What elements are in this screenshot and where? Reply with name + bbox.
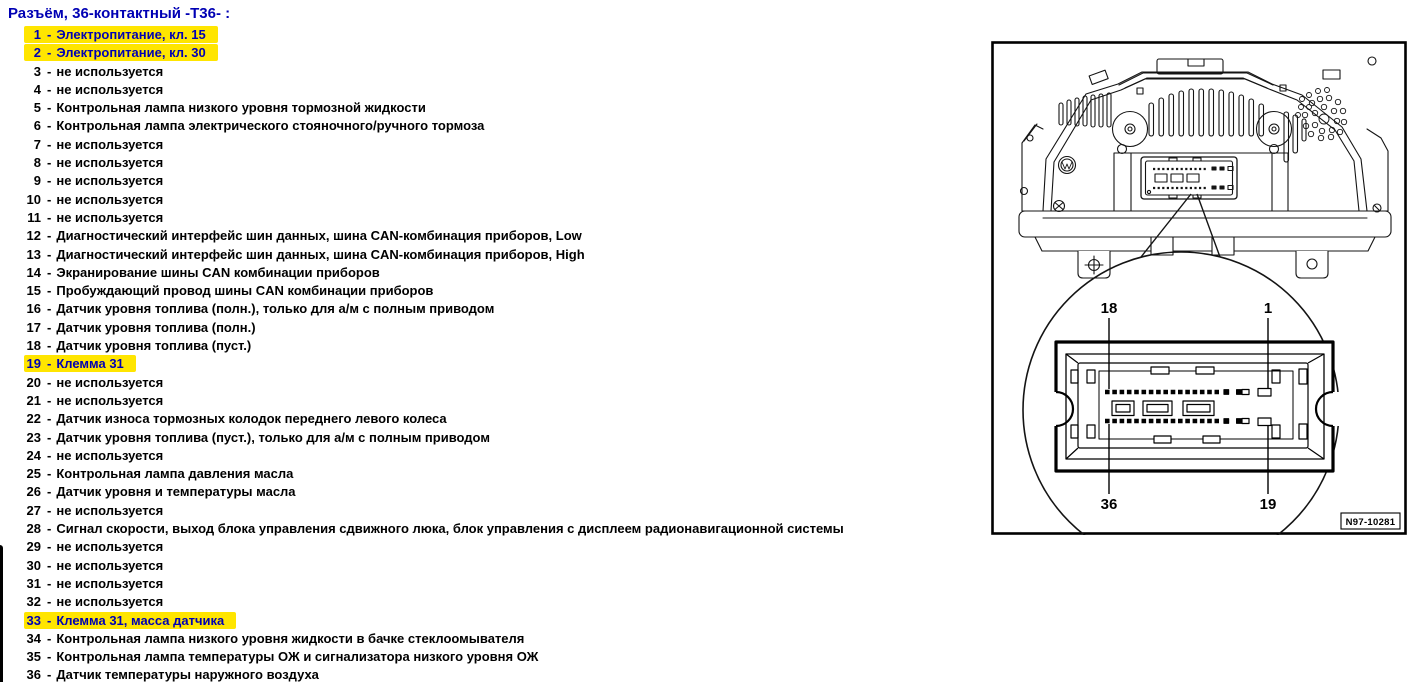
pin-entry [24, 99, 426, 116]
pin-number: 29 [26, 539, 41, 555]
pin-entry [24, 264, 380, 281]
window-edge-artifact [0, 545, 3, 682]
pin-row-9 [0, 172, 980, 190]
pin-separator: - [47, 264, 52, 280]
pin-row-24 [0, 447, 980, 465]
pin-number: 14 [26, 264, 41, 280]
pin-entry [24, 630, 524, 647]
pin-description: не используется [56, 191, 164, 207]
pin-label-19: 19 [1259, 496, 1277, 513]
pin-separator: - [47, 155, 52, 171]
pin-entry [24, 282, 433, 299]
pin-number: 12 [26, 228, 41, 244]
pin-description: Контрольная лампа температуры ОЖ и сигнализатора низкого уровня ОЖ [56, 649, 539, 665]
pin-description: Диагностический интерфейс шин данных, шина CAN-комбинация приборов, Low [56, 228, 582, 244]
pin-separator: - [47, 447, 52, 463]
pin-row-17 [0, 319, 980, 337]
pin-separator: - [47, 630, 52, 646]
pin-number: 35 [26, 649, 41, 665]
pin-entry [24, 648, 538, 665]
pin-entry [24, 575, 163, 592]
pin-description: Пробуждающий провод шины CAN комбинации приборов [56, 283, 434, 299]
pin-description: Электропитание, кл. 30 [56, 45, 206, 61]
pin-separator: - [47, 539, 52, 555]
pin-entry [24, 465, 293, 482]
pin-separator: - [47, 466, 52, 482]
pin-separator: - [47, 228, 52, 244]
pin-entry [24, 410, 447, 427]
pin-entry [24, 520, 844, 537]
pin-row-27 [0, 502, 980, 520]
pin-separator: - [47, 63, 52, 79]
highlighted-pin-entry [24, 612, 236, 629]
pin-entry [24, 593, 163, 610]
pin-number: 32 [26, 594, 41, 610]
cluster-connector-small [1141, 157, 1237, 199]
pin-row-4 [0, 81, 980, 99]
pin-separator: - [47, 429, 52, 445]
figure-number-box [1341, 513, 1400, 529]
pin-entry [24, 557, 163, 574]
pin-number: 22 [26, 411, 41, 427]
pin-list [0, 26, 980, 685]
pin-description: Контрольная лампа давления масла [56, 466, 294, 482]
pin-description: Электропитание, кл. 15 [56, 27, 206, 42]
highlighted-pin-entry [24, 355, 136, 372]
pin-separator: - [47, 667, 52, 683]
pin-row-1 [0, 26, 980, 44]
pin-separator: - [47, 319, 52, 335]
pin-separator: - [47, 283, 52, 299]
pin-row-11 [0, 209, 980, 227]
pin-number: 25 [26, 466, 41, 482]
pin-description: Датчик уровня топлива (пуст.) [56, 338, 252, 354]
pin-row-23 [0, 429, 980, 447]
technical-figure [991, 41, 1407, 535]
pin-row-25 [0, 465, 980, 483]
pin-entry [24, 447, 163, 464]
pin-number: 34 [26, 630, 41, 646]
pin-separator: - [47, 301, 52, 317]
pin-number: 4 [33, 81, 41, 97]
pin-number: 11 [27, 209, 41, 225]
pin-row-29 [0, 538, 980, 556]
pin-separator: - [47, 575, 52, 591]
pin-description: Контрольная лампа электрического стояночного/ручного тормоза [56, 118, 485, 134]
pin-separator: - [47, 594, 52, 610]
pin-row-5 [0, 99, 980, 117]
pin-separator: - [47, 557, 52, 573]
pin-separator: - [47, 649, 52, 665]
pin-label-18: 18 [1100, 300, 1118, 317]
pin-description: не используется [56, 447, 164, 463]
pin-description: Датчик уровня топлива (полн.), только для а/м с полным приводом [56, 301, 495, 317]
pin-number: 27 [26, 502, 41, 518]
pin-separator: - [47, 411, 52, 427]
pin-number: 9 [33, 173, 41, 189]
pin-number: 24 [26, 447, 41, 463]
pin-description: Датчик уровня и температуры масла [56, 484, 296, 500]
pin-number: 5 [33, 100, 41, 116]
pin-row-10 [0, 191, 980, 209]
pin-entry [24, 666, 319, 683]
pin-entry [24, 191, 163, 208]
pin-entry [24, 246, 585, 263]
vw-logo-icon [1059, 157, 1076, 174]
pin-description: Контрольная лампа низкого уровня тормозной жидкости [56, 100, 426, 116]
pin-number: 10 [26, 191, 41, 207]
pin-description: не используется [56, 392, 164, 408]
pin-separator: - [47, 136, 52, 152]
pin-description: не используется [56, 594, 164, 610]
figure-number: N97-10281 [1345, 517, 1396, 528]
pin-entry [24, 429, 490, 446]
pin-separator: - [47, 484, 52, 500]
pin-row-34 [0, 630, 980, 648]
pin-number: 33 [26, 612, 41, 628]
pin-number: 36 [26, 667, 41, 683]
pin-entry [24, 337, 251, 354]
pin-row-31 [0, 575, 980, 593]
pin-row-14 [0, 264, 980, 282]
pin-description: Клемма 31, масса датчика [56, 612, 225, 628]
pin-description: не используется [56, 502, 164, 518]
pin-row-12 [0, 227, 980, 245]
pin-number: 23 [26, 429, 41, 445]
pin-separator: - [47, 45, 52, 61]
pin-separator: - [47, 209, 52, 225]
pin-number: 3 [33, 63, 41, 79]
pin-row-3 [0, 63, 980, 81]
pin-description: не используется [56, 63, 164, 79]
pin-row-21 [0, 392, 980, 410]
pin-description: не используется [56, 575, 164, 591]
pin-entry [24, 374, 163, 391]
pin-description: Датчик износа тормозных колодок переднего левого колеса [56, 411, 447, 427]
pin-description: не используется [56, 539, 164, 555]
pin-number: 19 [26, 356, 41, 372]
pin-description: не используется [56, 374, 164, 390]
pin-description: Сигнал скорости, выход блока управления сдвижного люка, блок управления с дисплеем радионавигационной системы [56, 521, 844, 537]
pin-number: 1 [33, 27, 41, 42]
pin-number: 16 [26, 301, 41, 317]
pin-row-2 [0, 44, 980, 62]
pin-description: Контрольная лампа низкого уровня жидкости в бачке стеклоомывателя [56, 630, 525, 646]
pin-number: 13 [26, 246, 41, 262]
pin-entry [24, 227, 582, 244]
pin-row-6 [0, 117, 980, 135]
pin-entry [24, 172, 163, 189]
pin-row-19 [0, 355, 980, 373]
pin-row-15 [0, 282, 980, 300]
pin-row-8 [0, 154, 980, 172]
pin-description: Диагностический интерфейс шин данных, шина CAN-комбинация приборов, High [56, 246, 585, 262]
pin-separator: - [47, 27, 52, 42]
pin-entry [24, 319, 256, 336]
pin-number: 31 [26, 575, 41, 591]
pin-separator: - [47, 338, 52, 354]
pin-label-36: 36 [1100, 496, 1118, 513]
pin-separator: - [47, 81, 52, 97]
pin-number: 28 [26, 521, 41, 537]
pin-row-33 [0, 612, 980, 630]
pin-number: 21 [26, 392, 41, 408]
pin-entry [24, 392, 163, 409]
pin-entry [24, 117, 484, 134]
pin-description: не используется [56, 173, 164, 189]
pin-description: не используется [56, 81, 164, 97]
pin-separator: - [47, 246, 52, 262]
pin-separator: - [47, 100, 52, 116]
pin-row-32 [0, 593, 980, 611]
pin-entry [24, 136, 163, 153]
page-title: Разъём, 36-контактный -T36- : [8, 5, 231, 22]
pin-entry [24, 538, 163, 555]
pin-row-22 [0, 410, 980, 428]
pin-separator: - [47, 191, 52, 207]
highlighted-pin-entry [24, 26, 218, 43]
pin-number: 20 [26, 374, 41, 390]
pin-separator: - [47, 502, 52, 518]
highlighted-pin-entry [24, 44, 218, 61]
pin-label-1: 1 [1263, 300, 1273, 317]
pin-separator: - [47, 612, 52, 628]
pin-description: Датчик уровня топлива (пуст.), только для а/м с полным приводом [56, 429, 490, 445]
pin-description: не используется [56, 136, 164, 152]
pin-entry [24, 81, 163, 98]
pin-1-socket [1258, 389, 1271, 397]
pin-number: 30 [26, 557, 41, 573]
pin-number: 17 [26, 319, 41, 335]
pin-description: Датчик уровня топлива (полн.) [56, 319, 256, 335]
pin-entry [24, 154, 163, 171]
connector-detail-drawing [1049, 318, 1340, 494]
pin-description: не используется [56, 155, 164, 171]
pin-entry [24, 502, 163, 519]
pin-row-18 [0, 337, 980, 355]
pin-description: Экранирование шины CAN комбинации приборов [56, 264, 380, 280]
pin-number: 18 [26, 338, 41, 354]
connector-diagram [991, 41, 1407, 535]
pin-row-20 [0, 374, 980, 392]
pin-number: 2 [33, 45, 41, 61]
pin-number: 7 [33, 136, 41, 152]
pin-number: 15 [26, 283, 41, 299]
pin-separator: - [47, 173, 52, 189]
pin-separator: - [47, 356, 52, 372]
pin-number: 6 [33, 118, 41, 134]
pin-entry [24, 209, 163, 226]
pin-separator: - [47, 374, 52, 390]
pin-row-30 [0, 557, 980, 575]
pin-number: 8 [33, 155, 41, 171]
pin-row-7 [0, 136, 980, 154]
pin-separator: - [47, 392, 52, 408]
pin-description: не используется [56, 557, 164, 573]
pin-row-26 [0, 483, 980, 501]
pin-description: Датчик температуры наружного воздуха [56, 667, 319, 683]
pin-description: не используется [56, 209, 164, 225]
pin-entry [24, 483, 296, 500]
pin-entry [24, 63, 163, 80]
pin-description: Клемма 31 [56, 356, 124, 372]
pin-19-socket [1258, 418, 1271, 426]
pin-entry [24, 300, 494, 317]
pin-number: 26 [26, 484, 41, 500]
pin-separator: - [47, 521, 52, 537]
pin-separator: - [47, 118, 52, 134]
pin-row-28 [0, 520, 980, 538]
pin-row-13 [0, 246, 980, 264]
pin-row-35 [0, 648, 980, 666]
pin-row-16 [0, 300, 980, 318]
